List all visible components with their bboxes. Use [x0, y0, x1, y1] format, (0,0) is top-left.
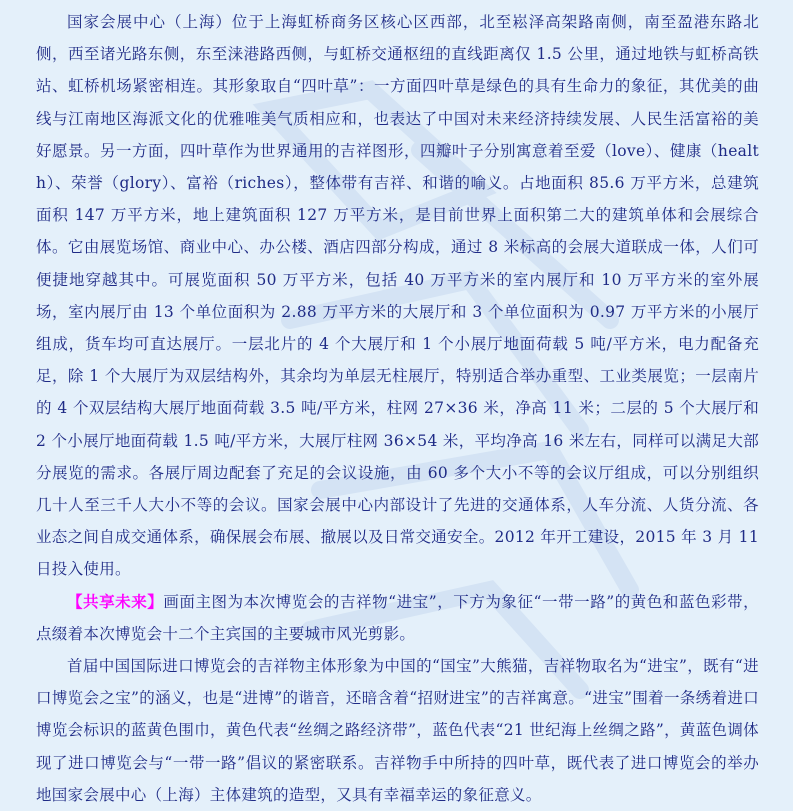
document-body	[36, 6, 759, 811]
paragraph-text: 首届中国国际进口博览会的吉祥物主体形象为中国的“国宝”大熊猫，吉祥物取名为“进宝”，既有“进口博览会之宝”的涵义，也是“进博”的谐音，还暗含着“招财进宝”的吉祥寓意。“进宝”围着一条绣着进口博览会标识的蓝黄色围巾，黄色代表“丝绸之路经济带”，蓝色代表“21 世纪海上丝绸之路”，黄蓝色调体现了进口博览会与“一带一路”倡议的紧密联系。吉祥物手中所持的四叶草，既代表了进口博览会的举办地国家会展中心（上海）主体建筑的造型，又具有幸福幸运的象征意义。	[36, 657, 759, 804]
section-tag: 【共享未来】	[67, 591, 164, 611]
document-paragraph	[36, 6, 759, 586]
paragraph-text: 画面主图为本次博览会的吉祥物“进宝”，下方为象征“一带一路”的黄色和蓝色彩带，点缀着本次博览会十二个主宾国的主要城市风光剪影。	[36, 592, 759, 643]
document-paragraph	[36, 586, 759, 650]
document-paragraph	[36, 650, 759, 811]
paragraph-text: 国家会展中心（上海）位于上海虹桥商务区核心区西部，北至崧泽高架路南侧，南至盈港东路北侧，西至诸光路东侧，东至涞港路西侧，与虹桥交通枢纽的直线距离仅 1.5 公里，通过地铁与虹桥高铁站、虹桥机场紧密相连。其形象取自“四叶草”：一方面四叶草是绿色的具有生命力的象征，其优美的曲线与江南地区海派文化的优雅唯美气质相应和，也表达了中国对未来经济持续发展、人民生活富裕的美好愿景。另一方面，四叶草作为世界通用的吉祥图形，四瓣叶子分别寓意着至爱（love）、健康（health）、荣誉（glory）、富裕（riches），整体带有吉祥、和谐的喻义。占地面积 85.6 万平方米，总建筑面积 147 万平方米，地上建筑面积 127 万平方米，是目前世界上面积第二大的建筑单体和会展综合体。它由展览场馆、商业中心、办公楼、酒店四部分构成，通过 8 米标高的会展大道联成一体，人们可便捷地穿越其中。可展览面积 50 万平方米，包括 40 万平方米的室内展厅和 10 万平方米的室外展场，室内展厅由 13 个单位面积为 2.88 万平方米的大展厅和 3 个单位面积为 0.97 万平方米的小展厅组成，货车均可直达展厅。一层北片的 4 个大展厅和 1 个小展厅地面荷载 5 吨/平方米，电力配备充足，除 1 个大展厅为双层结构外，其余均为单层无柱展厅，特别适合举办重型、工业类展览；一层南片的 4 个双层结构大展厅地面荷载 3.5 吨/平方米，柱网 27×36 米，净高 11 米；二层的 5 个大展厅和 2 个小展厅地面荷载 1.5 吨/平方米，大展厅柱网 36×54 米，平均净高 16 米左右，同样可以满足大部分展览的需求。各展厅周边配套了充足的会议设施，由 60 多个大小不等的会议厅组成，可以分别组织几十人至三千人大小不等的会议。国家会展中心内部设计了先进的交通体系，人车分流、人货分流、各业态之间自成交通体系，确保展会布展、撤展以及日常交通安全。2012 年开工建设，2015 年 3 月 11 日投入使用。	[36, 13, 759, 579]
